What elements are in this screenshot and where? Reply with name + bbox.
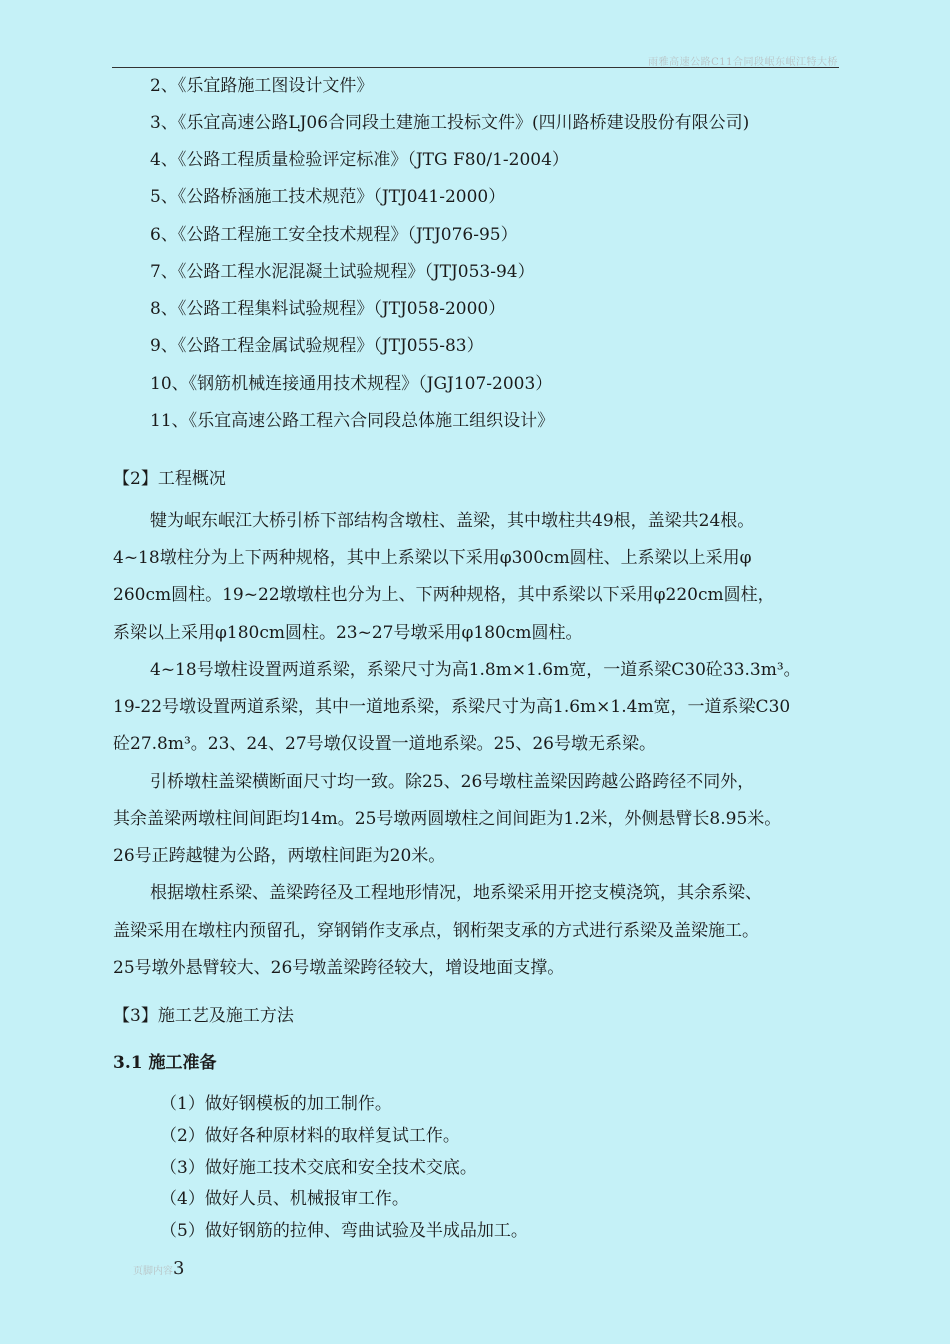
reference-item: 4、《公路工程质量检验评定标准》（JTG F80/1-2004） <box>150 150 569 170</box>
paragraph-line: 根据墩柱系梁、盖梁跨径及工程地形情况，地系梁采用开挖支模浇筑，其余系梁、 <box>150 883 762 903</box>
paragraph-line: 26号正跨越犍为公路，两墩柱间距为20米。 <box>113 846 446 866</box>
reference-item: 11、《乐宜高速公路工程六合同段总体施工组织设计》 <box>150 411 555 431</box>
paragraph-line: 4~18号墩柱设置两道系梁，系梁尺寸为高1.8m×1.6m宽，一道系梁C30砼33.3m³。 <box>150 660 801 680</box>
paragraph-line: 砼27.8m³。23、24、27号墩仅设置一道地系梁。25、26号墩无系梁。 <box>113 734 656 754</box>
list-item: （3）做好施工技术交底和安全技术交底。 <box>160 1158 477 1178</box>
list-item: （1）做好钢模板的加工制作。 <box>160 1094 392 1114</box>
section-heading: 【2】工程概况 <box>113 469 226 489</box>
reference-item: 7、《公路工程水泥混凝土试验规程》（JTJ053-94） <box>150 262 535 282</box>
paragraph-line: 4~18墩柱分为上下两种规格，其中上系梁以下采用φ300cm圆柱、上系梁以上采用φ <box>113 548 752 568</box>
running-header: 雨雅高速公路C11合同段岷东岷江特大桥 <box>648 57 838 68</box>
paragraph-line: 其余盖梁两墩柱间间距均14m。25号墩两圆墩柱之间间距为1.2米，外侧悬臂长8.95米。 <box>113 809 782 829</box>
header-rule <box>112 67 839 68</box>
paragraph-line: 犍为岷东岷江大桥引桥下部结构含墩柱、盖梁，其中墩柱共49根，盖梁共24根。 <box>150 511 755 531</box>
list-item: （2）做好各种原材料的取样复试工作。 <box>160 1126 460 1146</box>
list-item: （4）做好人员、机械报审工作。 <box>160 1189 409 1209</box>
reference-item: 8、《公路工程集料试验规程》（JTJ058-2000） <box>150 299 506 319</box>
list-item: （5）做好钢筋的拉伸、弯曲试验及半成品加工。 <box>160 1221 528 1241</box>
page-footer <box>133 1258 184 1279</box>
footer-label: 页脚内容 <box>133 1266 173 1277</box>
reference-item: 2、《乐宜路施工图设计文件》 <box>150 76 374 96</box>
page-number: 3 <box>173 1258 185 1279</box>
reference-item: 3、《乐宜高速公路LJ06合同段土建施工投标文件》(四川路桥建设股份有限公司) <box>150 113 750 133</box>
paragraph-line: 25号墩外悬臂较大、26号墩盖梁跨径较大，增设地面支撑。 <box>113 958 565 978</box>
reference-item: 9、《公路工程金属试验规程》（JTJ055-83） <box>150 336 484 356</box>
section-heading: 【3】施工艺及施工方法 <box>113 1006 294 1026</box>
reference-item: 10、《钢筋机械连接通用技术规程》（JGJ107-2003） <box>150 374 553 394</box>
reference-item: 5、《公路桥涵施工技术规范》（JTJ041-2000） <box>150 187 506 207</box>
paragraph-line: 19-22号墩设置两道系梁，其中一道地系梁，系梁尺寸为高1.6m×1.4m宽，一道系梁C30 <box>113 697 791 717</box>
paragraph-line: 引桥墩柱盖梁横断面尺寸均一致。除25、26号墩柱盖梁因跨越公路跨径不同外， <box>150 772 755 792</box>
reference-item: 6、《公路工程施工安全技术规程》（JTJ076-95） <box>150 225 518 245</box>
paragraph-line: 盖梁采用在墩柱内预留孔，穿钢销作支承点，钢桁架支承的方式进行系梁及盖梁施工。 <box>113 921 759 941</box>
paragraph-line: 系梁以上采用φ180cm圆柱。23~27号墩采用φ180cm圆柱。 <box>113 623 583 643</box>
subsection-heading: 3.1 施工准备 <box>113 1053 217 1073</box>
paragraph-line: 260cm圆柱。19~22墩墩柱也分为上、下两种规格，其中系梁以下采用φ220cm圆柱， <box>113 585 775 605</box>
